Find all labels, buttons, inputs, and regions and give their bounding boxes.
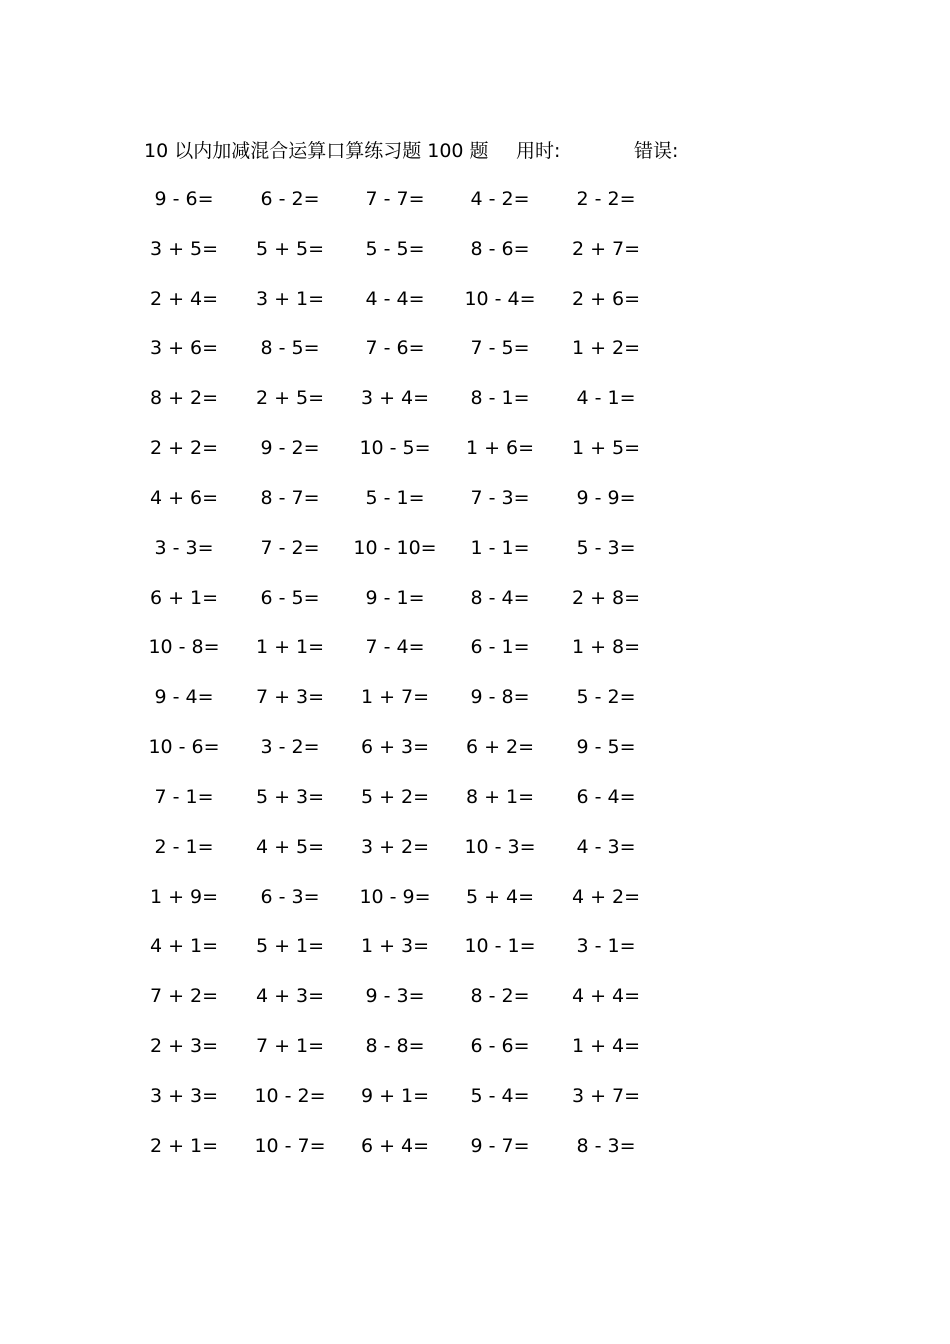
problem-item: 5 - 3= [576,536,636,559]
problem-row [0,533,950,583]
problem-item: 5 + 1= [255,935,325,958]
problem-item: 1 + 4= [571,1035,641,1058]
problem-item: 3 + 3= [149,1084,219,1107]
problem-row [0,732,950,782]
problem-item: 6 - 1= [470,636,530,659]
problem-item: 5 + 5= [255,237,325,260]
problem-row [0,234,950,284]
problem-item: 8 - 1= [470,387,530,410]
problem-item: 10 - 2= [254,1084,326,1107]
problem-row [0,782,950,832]
problem-item: 9 - 9= [576,486,636,509]
problem-item: 2 + 3= [149,1035,219,1058]
problem-item: 5 - 4= [470,1084,530,1107]
worksheet-header [144,136,678,166]
problem-item: 2 - 2= [576,188,636,210]
problem-row [0,583,950,633]
problem-item: 6 - 3= [260,885,320,908]
problem-item: 3 + 7= [571,1084,641,1107]
problem-item: 5 + 2= [360,785,430,808]
problem-item: 6 - 5= [260,586,320,609]
problem-item: 1 + 6= [465,437,535,460]
problem-item: 8 + 1= [465,785,535,808]
problem-item: 1 + 7= [360,686,430,709]
problem-item: 7 + 1= [255,1035,325,1058]
problem-item: 6 - 4= [576,785,636,808]
problem-row [0,1031,950,1081]
problem-item: 5 - 5= [365,237,425,260]
problem-item: 4 - 2= [470,188,530,210]
problem-row [0,433,950,483]
problem-item: 4 + 5= [255,835,325,858]
problem-item: 3 + 1= [255,287,325,310]
problem-item: 10 - 10= [353,536,437,559]
problem-item: 10 - 8= [148,636,220,659]
time-label: 用时: [516,140,561,162]
problem-item: 2 + 8= [571,586,641,609]
problem-item: 6 + 1= [149,586,219,609]
problem-item: 3 + 5= [149,237,219,260]
problem-item: 9 - 5= [576,736,636,759]
problem-item: 6 + 4= [360,1134,430,1157]
problem-item: 4 - 3= [576,835,636,858]
problem-item: 10 - 7= [254,1134,326,1157]
problem-row [0,832,950,882]
problem-item: 9 - 6= [154,188,214,210]
problem-item: 8 - 2= [470,985,530,1008]
problem-row [0,383,950,433]
problem-item: 6 + 3= [360,736,430,759]
problem-row [0,981,950,1031]
problem-item: 7 - 2= [260,536,320,559]
problem-item: 1 + 2= [571,337,641,360]
problem-item: 6 + 2= [465,736,535,759]
problem-item: 9 - 7= [470,1134,530,1157]
problem-item: 1 + 5= [571,437,641,460]
problem-item: 2 - 1= [154,835,214,858]
problem-item: 9 - 1= [365,586,425,609]
problem-item: 3 + 2= [360,835,430,858]
problem-item: 1 + 8= [571,636,641,659]
problem-item: 2 + 6= [571,287,641,310]
errors-label: 错误: [634,140,679,162]
problem-item: 9 - 8= [470,686,530,709]
problem-item: 9 - 3= [365,985,425,1008]
problem-item: 7 + 2= [149,985,219,1008]
problem-item: 5 + 4= [465,885,535,908]
problem-item: 5 + 3= [255,785,325,808]
problem-item: 10 - 4= [464,287,536,310]
problem-item: 8 - 3= [576,1134,636,1157]
problem-row [0,284,950,334]
problem-row [0,882,950,932]
problem-item: 4 - 1= [576,387,636,410]
problem-item: 1 + 3= [360,935,430,958]
problem-item: 2 + 7= [571,237,641,260]
problem-row [0,931,950,981]
problem-grid [0,184,950,1181]
problem-item: 8 - 4= [470,586,530,609]
problem-item: 4 - 4= [365,287,425,310]
problem-item: 10 - 9= [359,885,431,908]
problem-item: 2 + 1= [149,1134,219,1157]
problem-item: 4 + 1= [149,935,219,958]
problem-item: 9 - 4= [154,686,214,709]
problem-item: 8 - 7= [260,486,320,509]
problem-item: 6 - 2= [260,188,320,210]
problem-item: 7 - 7= [365,188,425,210]
problem-item: 1 + 9= [149,885,219,908]
problem-item: 8 - 8= [365,1035,425,1058]
problem-item: 7 - 1= [154,785,214,808]
problem-item: 7 + 3= [255,686,325,709]
problem-item: 7 - 6= [365,337,425,360]
problem-row [0,333,950,383]
problem-item: 7 - 3= [470,486,530,509]
problem-item: 10 - 6= [148,736,220,759]
problem-item: 4 + 2= [571,885,641,908]
worksheet-title: 10 以内加减混合运算口算练习题 100 题 [144,140,489,162]
problem-item: 5 - 2= [576,686,636,709]
problem-item: 10 - 5= [359,437,431,460]
problem-item: 3 + 6= [149,337,219,360]
problem-item: 9 + 1= [360,1084,430,1107]
problem-item: 4 + 6= [149,486,219,509]
problem-item: 10 - 3= [464,835,536,858]
problem-item: 7 - 4= [365,636,425,659]
problem-item: 3 - 3= [154,536,214,559]
problem-item: 3 + 4= [360,387,430,410]
problem-item: 3 - 2= [260,736,320,759]
problem-item: 7 - 5= [470,337,530,360]
problem-item: 3 - 1= [576,935,636,958]
problem-row [0,1131,950,1181]
problem-item: 8 - 5= [260,337,320,360]
problem-item: 8 + 2= [149,387,219,410]
problem-row [0,682,950,732]
problem-row [0,632,950,682]
problem-row [0,184,950,234]
problem-item: 6 - 6= [470,1035,530,1058]
problem-item: 5 - 1= [365,486,425,509]
problem-item: 1 - 1= [470,536,530,559]
problem-row [0,1081,950,1131]
problem-item: 8 - 6= [470,237,530,260]
problem-item: 2 + 2= [149,437,219,460]
problem-item: 4 + 3= [255,985,325,1008]
problem-item: 9 - 2= [260,437,320,460]
problem-item: 2 + 5= [255,387,325,410]
problem-item: 1 + 1= [255,636,325,659]
problem-item: 2 + 4= [149,287,219,310]
problem-row [0,483,950,533]
problem-item: 4 + 4= [571,985,641,1008]
problem-item: 10 - 1= [464,935,536,958]
